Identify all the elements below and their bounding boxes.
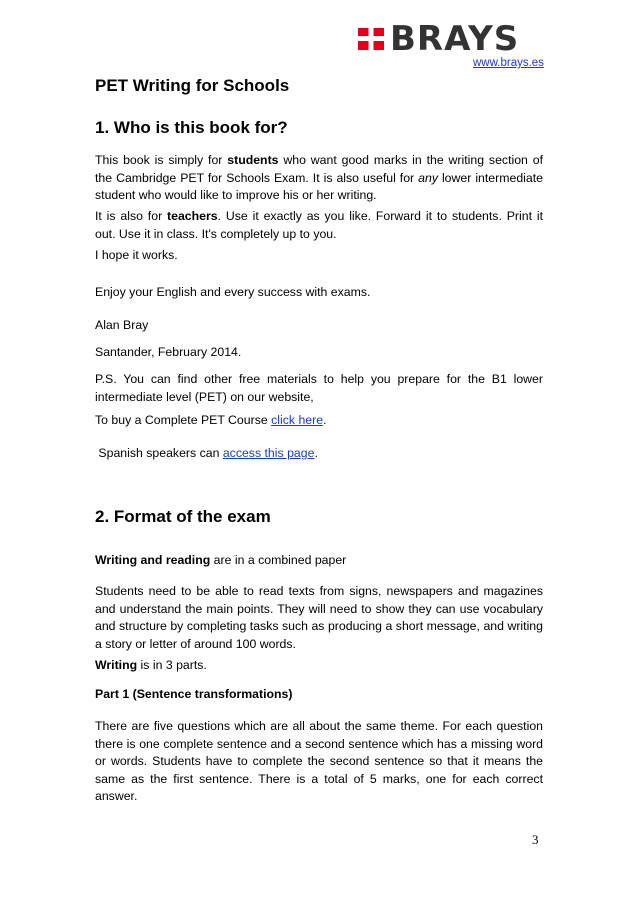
section-2-paragraph-1: Writing and reading are in a combined paper	[95, 553, 347, 567]
access-this-page-link[interactable]: access this page	[222, 446, 315, 460]
brays-logo	[358, 19, 560, 59]
author-name: Alan Bray	[95, 318, 149, 332]
cross-flag-icon	[358, 28, 384, 50]
postscript: P.S. You can find other free materials to help you prepare for the B1 lower intermediate level (PET) on our website,	[95, 372, 543, 404]
section-1-paragraph-4: Enjoy your English and every success with exams.	[95, 285, 371, 299]
page-number: 3	[532, 832, 539, 847]
spanish-speakers-line: Spanish speakers can access this page.	[95, 446, 318, 460]
click-here-link[interactable]: click here	[271, 413, 324, 427]
section-2-paragraph-2: Students need to be able to read texts from signs, newspapers and magazines and understand the main points. They will need to show they can use vocabulary and structure by completing tasks such as producing a short message, and writing a story or letter of around 100 words.	[95, 584, 543, 651]
part-1-heading: Part 1 (Sentence transformations)	[95, 687, 293, 701]
section-1-paragraph-3: I hope it works.	[95, 248, 178, 262]
place-date: Santander, February 2014.	[95, 345, 242, 359]
website-link[interactable]: www.brays.es	[473, 57, 544, 69]
logo-wordmark: BRAYS	[390, 19, 520, 59]
section-1-paragraph-2: It is also for teachers. Use it exactly as you like. Forward it to students. Print it out. Use it in class. It's completely up to you.	[95, 209, 543, 241]
buy-course-line: To buy a Complete PET Course click here.	[95, 413, 327, 427]
section-2-heading: 2. Format of the exam	[95, 507, 271, 526]
section-1-heading: 1. Who is this book for?	[95, 118, 288, 137]
section-2-paragraph-3: Writing is in 3 parts.	[95, 658, 207, 672]
section-2-paragraph-5: There are five questions which are all about the same theme. For each question there is one complete sentence and a second sentence which has a missing word or words. Students have to complete the second sentence so that it means the same as the first sentence. There is a total of 5 marks, one for each correct answer.	[95, 719, 543, 803]
document-title: PET Writing for Schools	[95, 76, 290, 95]
section-1-paragraph-1: This book is simply for students who want good marks in the writing section of the Cambridge PET for Schools Exam. It is also useful for any lower intermediate student who would like to improve his or her writing.	[95, 153, 544, 202]
